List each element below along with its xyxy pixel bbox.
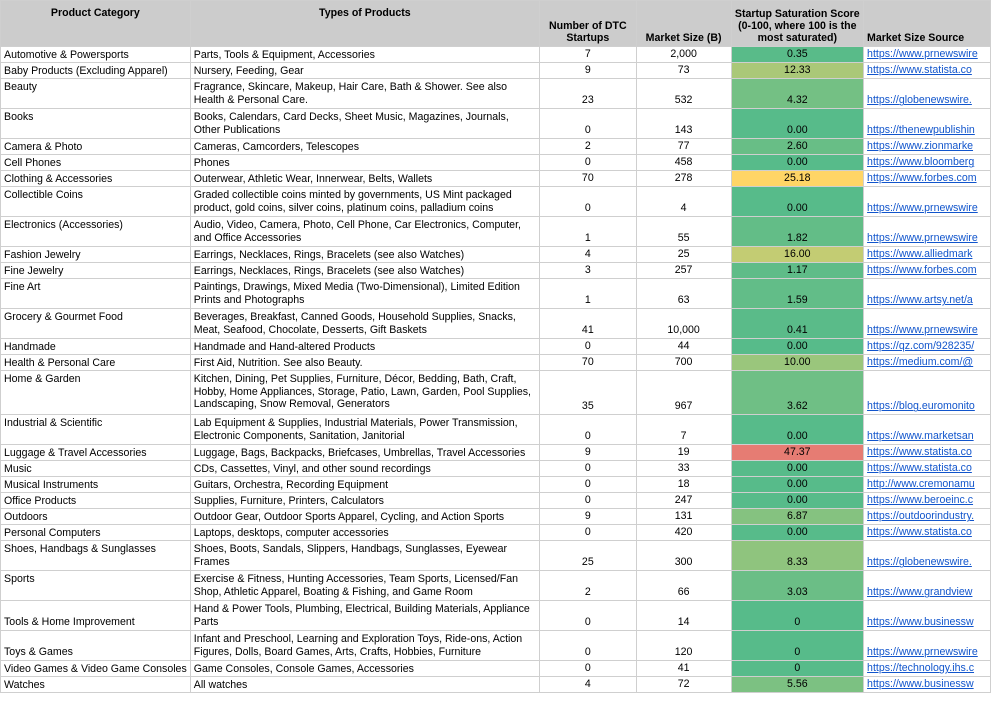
cell-market-size[interactable]: 10,000 bbox=[636, 309, 731, 339]
cell-product-category[interactable]: Musical Instruments bbox=[1, 477, 191, 493]
cell-saturation-score[interactable]: 1.17 bbox=[731, 263, 863, 279]
cell-number-of-dtc-startups[interactable]: 2 bbox=[539, 139, 636, 155]
cell-market-size-source[interactable] bbox=[864, 571, 991, 601]
cell-types-of-products[interactable]: First Aid, Nutrition. See also Beauty. bbox=[190, 355, 539, 371]
cell-market-size-source[interactable] bbox=[864, 371, 991, 415]
cell-saturation-score[interactable]: 0.41 bbox=[731, 309, 863, 339]
cell-product-category[interactable]: Watches bbox=[1, 677, 191, 693]
source-link[interactable]: https://www.statista.co bbox=[867, 526, 972, 539]
header-market-size[interactable]: Market Size (B) bbox=[636, 1, 731, 47]
cell-product-category[interactable]: Handmade bbox=[1, 339, 191, 355]
header-row bbox=[1, 1, 991, 47]
cell-number-of-dtc-startups[interactable]: 25 bbox=[539, 541, 636, 571]
cell-market-size-source[interactable] bbox=[864, 139, 991, 155]
cell-market-size-source[interactable] bbox=[864, 217, 991, 247]
cell-number-of-dtc-startups[interactable]: 0 bbox=[539, 493, 636, 509]
source-link[interactable]: https://globenewswire. bbox=[867, 556, 972, 569]
source-link[interactable]: https://www.prnewswire bbox=[867, 202, 978, 215]
table-row bbox=[1, 309, 991, 339]
cell-number-of-dtc-startups[interactable]: 0 bbox=[539, 631, 636, 661]
table-row bbox=[1, 171, 991, 187]
cell-market-size-source[interactable] bbox=[864, 661, 991, 677]
cell-number-of-dtc-startups[interactable]: 0 bbox=[539, 187, 636, 217]
cell-market-size[interactable]: 44 bbox=[636, 339, 731, 355]
table-row bbox=[1, 601, 991, 631]
cell-market-size[interactable]: 131 bbox=[636, 509, 731, 525]
table-row bbox=[1, 355, 991, 371]
source-link[interactable]: https://qz.com/928235/ bbox=[867, 340, 975, 353]
source-link[interactable]: https://www.artsy.net/a bbox=[867, 294, 973, 307]
table-row bbox=[1, 509, 991, 525]
cell-saturation-score[interactable]: 0.00 bbox=[731, 525, 863, 541]
cell-market-size-source[interactable] bbox=[864, 79, 991, 109]
cell-saturation-score[interactable]: 0 bbox=[731, 601, 863, 631]
cell-product-category[interactable]: Sports bbox=[1, 571, 191, 601]
cell-saturation-score[interactable]: 0 bbox=[731, 661, 863, 677]
cell-number-of-dtc-startups[interactable]: 0 bbox=[539, 339, 636, 355]
cell-number-of-dtc-startups[interactable]: 0 bbox=[539, 415, 636, 445]
cell-product-category[interactable]: Health & Personal Care bbox=[1, 355, 191, 371]
cell-saturation-score[interactable]: 1.82 bbox=[731, 217, 863, 247]
cell-saturation-score[interactable]: 0.00 bbox=[731, 493, 863, 509]
cell-product-category[interactable]: Video Games & Video Game Consoles bbox=[1, 661, 191, 677]
cell-product-category[interactable]: Luggage & Travel Accessories bbox=[1, 445, 191, 461]
table-row bbox=[1, 677, 991, 693]
cell-types-of-products[interactable]: Game Consoles, Console Games, Accessories bbox=[190, 661, 539, 677]
source-link[interactable]: http://www.cremonamu bbox=[867, 478, 975, 491]
source-link[interactable]: https://outdoorindustry. bbox=[867, 510, 975, 523]
cell-saturation-score[interactable]: 5.56 bbox=[731, 677, 863, 693]
cell-types-of-products[interactable]: All watches bbox=[190, 677, 539, 693]
table-row bbox=[1, 109, 991, 139]
cell-market-size[interactable]: 420 bbox=[636, 525, 731, 541]
source-link[interactable]: https://www.businessw bbox=[867, 616, 974, 629]
cell-number-of-dtc-startups[interactable]: 1 bbox=[539, 217, 636, 247]
source-link[interactable]: https://www.prnewswire bbox=[867, 232, 978, 245]
cell-product-category[interactable]: Industrial & Scientific bbox=[1, 415, 191, 445]
cell-market-size[interactable]: 967 bbox=[636, 371, 731, 415]
cell-market-size[interactable]: 73 bbox=[636, 63, 731, 79]
cell-number-of-dtc-startups[interactable]: 1 bbox=[539, 279, 636, 309]
cell-number-of-dtc-startups[interactable]: 0 bbox=[539, 461, 636, 477]
cell-saturation-score[interactable]: 0.00 bbox=[731, 339, 863, 355]
source-link[interactable]: https://blog.euromonito bbox=[867, 400, 975, 413]
cell-product-category[interactable]: Shoes, Handbags & Sunglasses bbox=[1, 541, 191, 571]
source-link[interactable]: https://www.prnewswire bbox=[867, 48, 978, 61]
cell-saturation-score[interactable]: 0.00 bbox=[731, 477, 863, 493]
cell-saturation-score[interactable]: 3.03 bbox=[731, 571, 863, 601]
cell-market-size-source[interactable] bbox=[864, 493, 991, 509]
table-row bbox=[1, 415, 991, 445]
cell-types-of-products[interactable]: Nursery, Feeding, Gear bbox=[190, 63, 539, 79]
source-link[interactable]: https://thenewpublishin bbox=[867, 124, 975, 137]
cell-types-of-products[interactable]: CDs, Cassettes, Vinyl, and other sound recordings bbox=[190, 461, 539, 477]
table-row bbox=[1, 139, 991, 155]
cell-number-of-dtc-startups[interactable]: 41 bbox=[539, 309, 636, 339]
cell-market-size[interactable]: 700 bbox=[636, 355, 731, 371]
cell-product-category[interactable]: Camera & Photo bbox=[1, 139, 191, 155]
cell-market-size[interactable]: 2,000 bbox=[636, 47, 731, 63]
cell-market-size-source[interactable] bbox=[864, 309, 991, 339]
cell-saturation-score[interactable]: 0.00 bbox=[731, 415, 863, 445]
cell-product-category[interactable]: Tools & Home Improvement bbox=[1, 601, 191, 631]
cell-types-of-products[interactable]: Audio, Video, Camera, Photo, Cell Phone, Car Electronics, Computer, and Office Accessories bbox=[190, 217, 539, 247]
cell-market-size-source[interactable] bbox=[864, 155, 991, 171]
cell-types-of-products[interactable]: Kitchen, Dining, Pet Supplies, Furniture, Décor, Bedding, Bath, Craft, Hobby, Home Appliances, Storage, Patio, Lawn, Garden, Pool Supplies, Landscaping, Snow Removal, Generators bbox=[190, 371, 539, 415]
cell-market-size-source[interactable] bbox=[864, 477, 991, 493]
cell-market-size[interactable]: 257 bbox=[636, 263, 731, 279]
cell-product-category[interactable]: Automotive & Powersports bbox=[1, 47, 191, 63]
cell-product-category[interactable]: Fine Jewelry bbox=[1, 263, 191, 279]
cell-number-of-dtc-startups[interactable]: 0 bbox=[539, 601, 636, 631]
table-row bbox=[1, 493, 991, 509]
cell-saturation-score[interactable]: 0.00 bbox=[731, 109, 863, 139]
cell-types-of-products[interactable]: Infant and Preschool, Learning and Exploration Toys, Ride-ons, Action Figures, Dolls, Board Games, Arts, Crafts, Hobbies, Furniture bbox=[190, 631, 539, 661]
cell-market-size-source[interactable] bbox=[864, 339, 991, 355]
source-link[interactable]: https://globenewswire. bbox=[867, 94, 972, 107]
cell-types-of-products[interactable]: Guitars, Orchestra, Recording Equipment bbox=[190, 477, 539, 493]
cell-product-category[interactable]: Cell Phones bbox=[1, 155, 191, 171]
cell-market-size[interactable]: 55 bbox=[636, 217, 731, 247]
cell-number-of-dtc-startups[interactable]: 0 bbox=[539, 109, 636, 139]
cell-types-of-products[interactable]: Luggage, Bags, Backpacks, Briefcases, Umbrellas, Travel Accessories bbox=[190, 445, 539, 461]
header-number-of-dtc-startups[interactable]: Number of DTC Startups bbox=[539, 1, 636, 47]
table-row bbox=[1, 63, 991, 79]
source-link[interactable]: https://www.zionmarke bbox=[867, 140, 974, 153]
source-link[interactable]: https://technology.ihs.c bbox=[867, 662, 975, 675]
source-link[interactable]: https://www.forbes.com bbox=[867, 172, 977, 185]
header-product-category[interactable]: Product Category bbox=[1, 1, 191, 47]
cell-saturation-score[interactable]: 2.60 bbox=[731, 139, 863, 155]
cell-types-of-products[interactable]: Exercise & Fitness, Hunting Accessories, Team Sports, Licensed/Fan Shop, Athletic Apparel, Boating & Fishing, and Game Room bbox=[190, 571, 539, 601]
cell-saturation-score[interactable]: 3.62 bbox=[731, 371, 863, 415]
cell-market-size[interactable]: 247 bbox=[636, 493, 731, 509]
source-link[interactable]: https://www.prnewswire bbox=[867, 324, 978, 337]
source-link[interactable]: https://www.marketsan bbox=[867, 430, 974, 443]
cell-product-category[interactable]: Outdoors bbox=[1, 509, 191, 525]
cell-market-size[interactable]: 72 bbox=[636, 677, 731, 693]
cell-types-of-products[interactable]: Earrings, Necklaces, Rings, Bracelets (see also Watches) bbox=[190, 263, 539, 279]
cell-types-of-products[interactable]: Outdoor Gear, Outdoor Sports Apparel, Cycling, and Action Sports bbox=[190, 509, 539, 525]
header-market-size-source[interactable]: Market Size Source bbox=[864, 1, 991, 47]
cell-saturation-score[interactable]: 0.00 bbox=[731, 461, 863, 477]
source-link[interactable]: https://www.statista.co bbox=[867, 64, 972, 77]
source-link[interactable]: https://www.businessw bbox=[867, 678, 974, 691]
cell-types-of-products[interactable]: Hand & Power Tools, Plumbing, Electrical, Building Materials, Appliance Parts bbox=[190, 601, 539, 631]
table-row bbox=[1, 631, 991, 661]
cell-market-size[interactable]: 143 bbox=[636, 109, 731, 139]
cell-product-category[interactable]: Home & Garden bbox=[1, 371, 191, 415]
cell-market-size-source[interactable] bbox=[864, 541, 991, 571]
cell-types-of-products[interactable]: Shoes, Boots, Sandals, Slippers, Handbags, Sunglasses, Eyewear Frames bbox=[190, 541, 539, 571]
table-row bbox=[1, 217, 991, 247]
cell-number-of-dtc-startups[interactable]: 7 bbox=[539, 47, 636, 63]
cell-market-size[interactable]: 4 bbox=[636, 187, 731, 217]
cell-market-size[interactable]: 66 bbox=[636, 571, 731, 601]
cell-number-of-dtc-startups[interactable]: 23 bbox=[539, 79, 636, 109]
cell-types-of-products[interactable]: Beverages, Breakfast, Canned Goods, Household Supplies, Snacks, Meat, Seafood, Chocolate, Desserts, Gift Baskets bbox=[190, 309, 539, 339]
table-row bbox=[1, 541, 991, 571]
cell-product-category[interactable]: Fashion Jewelry bbox=[1, 247, 191, 263]
cell-saturation-score[interactable]: 0.35 bbox=[731, 47, 863, 63]
cell-product-category[interactable]: Fine Art bbox=[1, 279, 191, 309]
source-link[interactable]: https://www.grandview bbox=[867, 586, 973, 599]
cell-market-size-source[interactable] bbox=[864, 601, 991, 631]
cell-number-of-dtc-startups[interactable]: 0 bbox=[539, 155, 636, 171]
table-row bbox=[1, 247, 991, 263]
table-row bbox=[1, 47, 991, 63]
cell-market-size-source[interactable] bbox=[864, 355, 991, 371]
cell-market-size-source[interactable] bbox=[864, 525, 991, 541]
source-link[interactable]: https://www.beroeinc.c bbox=[867, 494, 974, 507]
cell-market-size-source[interactable] bbox=[864, 171, 991, 187]
cell-product-category[interactable]: Grocery & Gourmet Food bbox=[1, 309, 191, 339]
cell-market-size[interactable]: 63 bbox=[636, 279, 731, 309]
cell-number-of-dtc-startups[interactable]: 0 bbox=[539, 661, 636, 677]
cell-types-of-products[interactable]: Earrings, Necklaces, Rings, Bracelets (see also Watches) bbox=[190, 247, 539, 263]
cell-number-of-dtc-startups[interactable]: 9 bbox=[539, 445, 636, 461]
cell-market-size[interactable]: 300 bbox=[636, 541, 731, 571]
cell-market-size[interactable]: 532 bbox=[636, 79, 731, 109]
cell-saturation-score[interactable]: 8.33 bbox=[731, 541, 863, 571]
cell-product-category[interactable]: Clothing & Accessories bbox=[1, 171, 191, 187]
cell-market-size[interactable]: 41 bbox=[636, 661, 731, 677]
cell-number-of-dtc-startups[interactable]: 0 bbox=[539, 525, 636, 541]
source-link[interactable]: https://www.bloomberg bbox=[867, 156, 975, 169]
cell-market-size[interactable]: 33 bbox=[636, 461, 731, 477]
cell-types-of-products[interactable]: Fragrance, Skincare, Makeup, Hair Care, Bath & Shower. See also Health & Personal Care. bbox=[190, 79, 539, 109]
header-startup-saturation-score[interactable]: Startup Saturation Score (0-100, where 100 is the most saturated) bbox=[731, 1, 863, 47]
cell-market-size[interactable]: 19 bbox=[636, 445, 731, 461]
cell-market-size-source[interactable] bbox=[864, 47, 991, 63]
cell-product-category[interactable]: Music bbox=[1, 461, 191, 477]
source-link[interactable]: https://www.prnewswire bbox=[867, 646, 978, 659]
cell-product-category[interactable]: Toys & Games bbox=[1, 631, 191, 661]
cell-market-size-source[interactable] bbox=[864, 461, 991, 477]
cell-market-size-source[interactable] bbox=[864, 509, 991, 525]
cell-types-of-products[interactable]: Lab Equipment & Supplies, Industrial Materials, Power Transmission, Electronic Components, Sanitation, Janitorial bbox=[190, 415, 539, 445]
cell-product-category[interactable]: Books bbox=[1, 109, 191, 139]
cell-types-of-products[interactable]: Phones bbox=[190, 155, 539, 171]
cell-saturation-score[interactable]: 10.00 bbox=[731, 355, 863, 371]
source-link[interactable]: https://www.forbes.com bbox=[867, 264, 977, 277]
table-row bbox=[1, 445, 991, 461]
cell-market-size[interactable]: 7 bbox=[636, 415, 731, 445]
cell-market-size-source[interactable] bbox=[864, 677, 991, 693]
table-row bbox=[1, 155, 991, 171]
cell-saturation-score[interactable]: 6.87 bbox=[731, 509, 863, 525]
cell-market-size[interactable]: 14 bbox=[636, 601, 731, 631]
cell-saturation-score[interactable]: 1.59 bbox=[731, 279, 863, 309]
table-row bbox=[1, 371, 991, 415]
table-row bbox=[1, 79, 991, 109]
table-row bbox=[1, 525, 991, 541]
cell-number-of-dtc-startups[interactable]: 70 bbox=[539, 171, 636, 187]
cell-number-of-dtc-startups[interactable]: 4 bbox=[539, 247, 636, 263]
cell-saturation-score[interactable]: 4.32 bbox=[731, 79, 863, 109]
cell-product-category[interactable]: Beauty bbox=[1, 79, 191, 109]
table-row bbox=[1, 263, 991, 279]
cell-product-category[interactable]: Personal Computers bbox=[1, 525, 191, 541]
cell-types-of-products[interactable]: Paintings, Drawings, Mixed Media (Two-Dimensional), Limited Edition Prints and Photographs bbox=[190, 279, 539, 309]
cell-market-size-source[interactable] bbox=[864, 631, 991, 661]
cell-saturation-score[interactable]: 16.00 bbox=[731, 247, 863, 263]
cell-types-of-products[interactable]: Books, Calendars, Card Decks, Sheet Music, Magazines, Journals, Other Publications bbox=[190, 109, 539, 139]
cell-types-of-products[interactable]: Outerwear, Athletic Wear, Innerwear, Belts, Wallets bbox=[190, 171, 539, 187]
cell-market-size[interactable]: 18 bbox=[636, 477, 731, 493]
cell-product-category[interactable]: Baby Products (Excluding Apparel) bbox=[1, 63, 191, 79]
cell-saturation-score[interactable]: 25.18 bbox=[731, 171, 863, 187]
source-link[interactable]: https://www.statista.co bbox=[867, 446, 972, 459]
cell-market-size[interactable]: 77 bbox=[636, 139, 731, 155]
cell-market-size-source[interactable] bbox=[864, 109, 991, 139]
table-row bbox=[1, 571, 991, 601]
table-row bbox=[1, 661, 991, 677]
cell-number-of-dtc-startups[interactable]: 0 bbox=[539, 477, 636, 493]
cell-market-size[interactable]: 278 bbox=[636, 171, 731, 187]
cell-saturation-score[interactable]: 47.37 bbox=[731, 445, 863, 461]
cell-saturation-score[interactable]: 0.00 bbox=[731, 155, 863, 171]
cell-market-size[interactable]: 458 bbox=[636, 155, 731, 171]
cell-saturation-score[interactable]: 0 bbox=[731, 631, 863, 661]
cell-types-of-products[interactable]: Handmade and Hand-altered Products bbox=[190, 339, 539, 355]
cell-saturation-score[interactable]: 12.33 bbox=[731, 63, 863, 79]
source-link[interactable]: https://www.statista.co bbox=[867, 462, 972, 475]
header-types-of-products[interactable]: Types of Products bbox=[190, 1, 539, 47]
table-row bbox=[1, 279, 991, 309]
cell-types-of-products[interactable]: Supplies, Furniture, Printers, Calculators bbox=[190, 493, 539, 509]
cell-types-of-products[interactable]: Cameras, Camcorders, Telescopes bbox=[190, 139, 539, 155]
cell-market-size-source[interactable] bbox=[864, 187, 991, 217]
cell-product-category[interactable]: Electronics (Accessories) bbox=[1, 217, 191, 247]
cell-number-of-dtc-startups[interactable]: 9 bbox=[539, 509, 636, 525]
cell-number-of-dtc-startups[interactable]: 9 bbox=[539, 63, 636, 79]
cell-number-of-dtc-startups[interactable]: 3 bbox=[539, 263, 636, 279]
cell-number-of-dtc-startups[interactable]: 35 bbox=[539, 371, 636, 415]
cell-market-size-source[interactable] bbox=[864, 247, 991, 263]
cell-types-of-products[interactable]: Parts, Tools & Equipment, Accessories bbox=[190, 47, 539, 63]
cell-number-of-dtc-startups[interactable]: 70 bbox=[539, 355, 636, 371]
cell-market-size[interactable]: 25 bbox=[636, 247, 731, 263]
cell-saturation-score[interactable]: 0.00 bbox=[731, 187, 863, 217]
cell-market-size-source[interactable] bbox=[864, 415, 991, 445]
table-row bbox=[1, 461, 991, 477]
table-row bbox=[1, 477, 991, 493]
cell-market-size[interactable]: 120 bbox=[636, 631, 731, 661]
cell-market-size-source[interactable] bbox=[864, 263, 991, 279]
source-link[interactable]: https://medium.com/@ bbox=[867, 356, 974, 369]
table-row bbox=[1, 187, 991, 217]
cell-market-size-source[interactable] bbox=[864, 445, 991, 461]
cell-product-category[interactable]: Office Products bbox=[1, 493, 191, 509]
table-body bbox=[1, 47, 991, 693]
cell-product-category[interactable]: Collectible Coins bbox=[1, 187, 191, 217]
cell-types-of-products[interactable]: Graded collectible coins minted by governments, US Mint packaged product, gold coins, silver coins, platinum coins, palladium coins bbox=[190, 187, 539, 217]
table-row bbox=[1, 339, 991, 355]
cell-types-of-products[interactable]: Laptops, desktops, computer accessories bbox=[190, 525, 539, 541]
cell-number-of-dtc-startups[interactable]: 2 bbox=[539, 571, 636, 601]
cell-market-size-source[interactable] bbox=[864, 63, 991, 79]
source-link[interactable]: https://www.alliedmark bbox=[867, 248, 973, 261]
cell-market-size-source[interactable] bbox=[864, 279, 991, 309]
cell-number-of-dtc-startups[interactable]: 4 bbox=[539, 677, 636, 693]
